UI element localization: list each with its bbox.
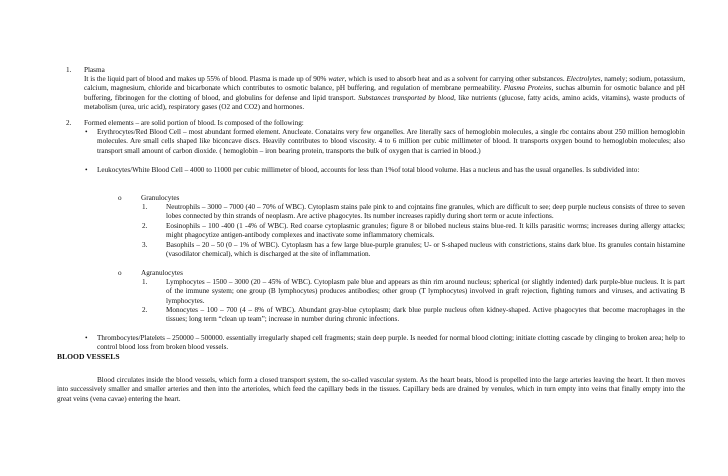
erythrocytes-text: Erythrocytes/Red Blood Cell – most abundant formed element. Anucleate. Conatains very few organelles. Are literally sacs of hemoglobin molecules, a single rbc contains about 250 million hemoglobin molecules. Are small cells shaped like biconcave discs. Heavily contributes to blood viscosity. 4 to 6 million per cubic millimeter of blood. It transports oxygen bound to hemoglobin molecules; also transport small amount of carbon dioxide. ( hemoglobin – iron bearing protein, transports the bulk of oxygen that is carried in blood.) — [97, 128, 685, 155]
eosinophils-text: Eosinophils – 100 -400 (1 -4% of WBC). Red coarse cytoplasmic granules; figure 8 or bilobed nucleus stains blue-red. It kills parasitic worms; increases during allergy attacks; might phagocytize antigen-antibody complexes and inactivate some inflammatory chemicals. — [166, 222, 685, 240]
item-number: 2. — [142, 222, 148, 230]
agranulocytes-title: Agranulocytes — [141, 269, 183, 277]
sub-bullet: o — [118, 194, 122, 202]
sub-bullet: o — [118, 269, 122, 277]
italic-term: water — [328, 75, 345, 83]
list-number-plasma: 1. — [66, 66, 72, 74]
plasma-title: Plasma — [84, 66, 105, 74]
text-run: It is the liquid part of blood and makes up 55% of blood. Plasma is made up of 90% — [84, 75, 329, 83]
text-run: , which is used to absorb heat and as a solvent for carrying other substances. — [344, 75, 567, 83]
bullet: • — [85, 334, 88, 342]
item-number: 1. — [142, 278, 148, 286]
italic-term: Plasma Proteins — [503, 84, 552, 93]
text-run: , namely; sodium, potassium, calcium, magnesium, chloride and bicarbonate which contributes to osmotic balance, pH buffering, and regulation of membrane permeability. — [84, 75, 686, 93]
bullet: • — [85, 166, 88, 174]
section-heading: BLOOD VESSELS — [57, 352, 120, 361]
text-run: , suchas albumin for osmotic balance and pH buffering, fibrinogen for the clotting of blood, and globulins for defense and lipid transport. — [84, 84, 685, 102]
granulocytes-title: Granulocytes — [141, 194, 180, 202]
plasma-paragraph — [84, 75, 685, 113]
bullet: • — [85, 128, 88, 136]
thrombocytes-text: Thrombocytes/Platelets – 250000 – 500000. essentially irregularly shaped cell fragments; stain deep purple. Is needed for normal blood clotting; initiate clotting cascade by clinging to broken area; help to control blood loss from broken blood vessels. — [97, 334, 685, 352]
italic-term: Electrolytes — [566, 75, 601, 83]
text-run: , like nutrients (glucose, fatty acids, amino acids, vitamins), waste products of metabolism (urea, uric acid), respiratory gases (O2 and CO2) and hormones. — [84, 93, 685, 112]
item-number: 2. — [142, 306, 148, 314]
neutrophils-text: Neutrophils – 3000 – 7000 (40 – 70% of WBC). Cytoplasm stains pale pink to and cojntains fine granules, which are difficult to see; deep purple nucleus consists of three to seven lobes connected by thin strands of neoplasm. Are active phagocytes. Its number increases rapidly during short term or acute infections. — [166, 203, 685, 221]
lymphocytes-text: Lymphocytes – 1500 – 3000 (20 – 45% of WBC). Cytoplasm pale blue and appears as thin rim around nucleus; spherical (or slightly indented) dark purple-blue nucleus. It is part of the immune system; one group (B lymphocytes) produces antibodies; other group (T lymphocytes) involved in graft rejection, fighting tumors and viruses, and activating B lymphocytes. — [166, 278, 685, 305]
monocytes-text: Monocytes – 100 – 700 (4 – 8% of WBC). Abundant gray-blue cytoplasm; dark blue purple nucleus often kidney-shaped. Active phagocytes that become macrophages in the tissues; long term “clean up team”; increase in number during chronic infections. — [166, 306, 685, 324]
formed-intro: Formed elements – are solid portion of blood. Is composed of the following: — [84, 119, 304, 127]
basophils-text: Basophils – 20 – 50 (0 – 1% of WBC). Cytoplasm has a few large blue-purple granules; U- or S-shaped nucleus with constrictions, stains dark blue. Its granules contain histamine (vasodilator chemical), which is discharged at the site of inflammation. — [166, 241, 685, 259]
item-number: 1. — [142, 203, 148, 211]
list-number-formed: 2. — [66, 119, 72, 127]
leukocytes-text: Leukocytes/White Blood Cell – 4000 to 11000 per cubic millimeter of blood, accounts for less than 1%of total blood volume. Has a nucleus and has the usual organelles. Is subdivided into: — [97, 166, 640, 174]
blood-vessels-paragraph: Blood circulates inside the blood vessels, which form a closed transport system, the so-called vascular system. As the heart beats, blood is propelled into the large arteries leaving the heart. It then moves into successively smaller and smaller arteries and then into the arterioles, which feed the capillary beds in the tissues. Capillary beds are drained by venules, which in turn empty into veins that finally empty into the great veins (vena cavae) entering the heart. — [57, 376, 685, 403]
italic-term: Substances transported by blood — [358, 93, 455, 102]
item-number: 3. — [142, 241, 148, 249]
